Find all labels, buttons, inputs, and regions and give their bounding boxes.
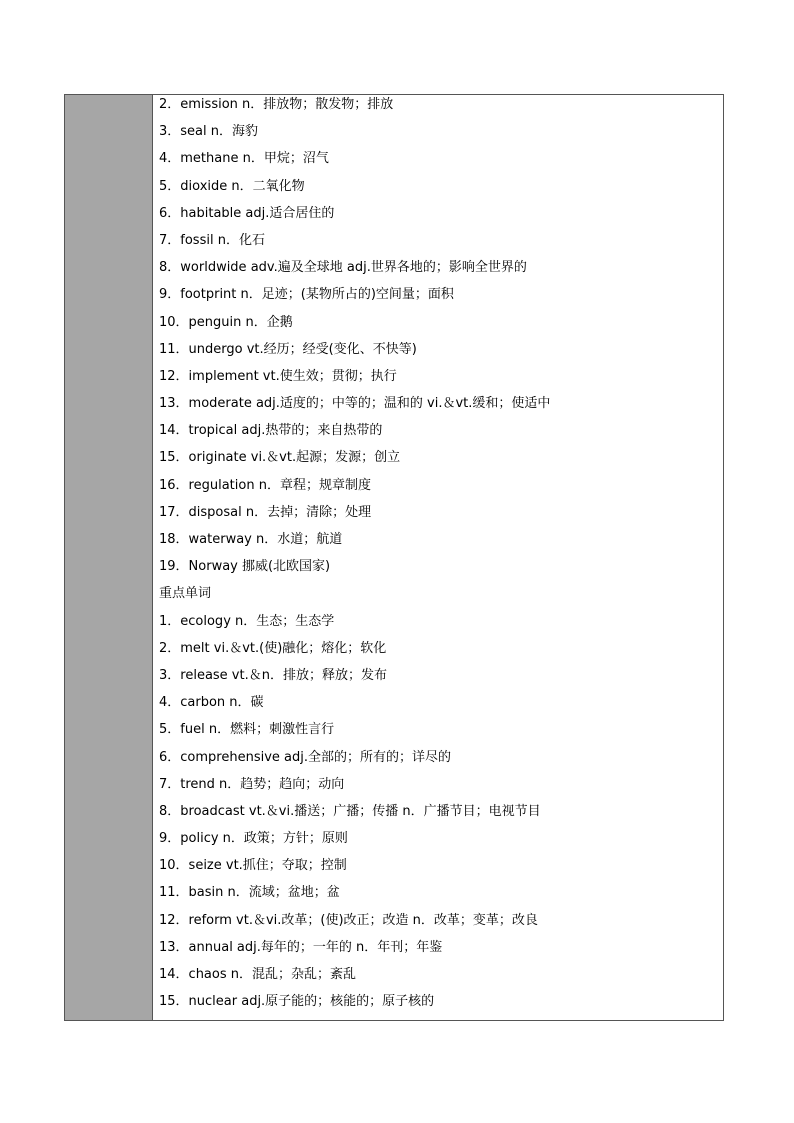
list-item: 9．footprint n．足迹；(某物所占的)空间量；面积 [159,287,454,303]
list-item: 6．comprehensive adj.全部的；所有的；详尽的 [159,749,451,765]
list-item: 8．worldwide adv.遍及全球地 adj.世界各地的；影响全世界的 [159,260,527,276]
list-item: 14．chaos n．混乱；杂乱；紊乱 [159,967,356,982]
list-item: 2．emission n．排放物；散发物；排放 [159,97,394,112]
list-item: 3．seal n．海豹 [159,124,258,140]
list-item: 5．fuel n．燃料；刺激性言行 [159,722,335,738]
list-item: 7．trend n．趋势；趋向；动向 [159,776,345,792]
vocabulary-table [64,94,724,1021]
list-item: 19．Norway 挪威(北欧国家) [159,559,331,575]
vocabulary-list [153,95,723,1020]
list-item: 9．policy n．政策；方针；原则 [159,831,348,847]
list-item: 18．waterway n．水道；航道 [159,532,343,547]
list-item: 15．nuclear adj.原子能的；核能的；原子核的 [159,994,435,1010]
list-item: 6．habitable adj.适合居住的 [159,205,335,221]
list-item: 12．reform vt.＆vi.改革；(使)改正；改造 n．改革；变革；改良 [159,912,538,928]
list-item: 4．methane n．甲烷；沼气 [159,151,329,167]
list-item: 3．release vt.＆n．排放；释放；发布 [159,667,387,683]
list-item: 13．annual adj.每年的；一年的 n．年刊；年鉴 [159,939,443,955]
list-item: 2．melt vi.＆vt.(使)融化；熔化；软化 [159,640,387,656]
list-item: 10．penguin n．企鹅 [159,314,293,330]
list-item: 4．carbon n．碳 [159,695,264,711]
list-item: 1．ecology n．生态；生态学 [159,613,335,629]
list-item: 11．undergo vt.经历；经受(变化、不快等) [159,341,417,357]
list-item: 8．broadcast vt.＆vi.播送；广播；传播 n．广播节目；电视节目 [159,803,541,819]
list-item: 13．moderate adj.适度的；中等的；温和的 vi.＆vt.缓和；使适中 [159,396,551,412]
list-item: 11．basin n．流域；盆地；盆 [159,885,340,901]
section-heading: 重点单词 [159,586,212,602]
list-item: 14．tropical adj.热带的；来自热带的 [159,423,383,439]
list-item: 7．fossil n．化石 [159,232,265,248]
list-item: 17．disposal n．去掉；清除；处理 [159,504,372,520]
list-item: 5．dioxide n．二氧化物 [159,178,305,194]
list-item: 10．seize vt.抓住；夺取；控制 [159,858,347,874]
list-item: 12．implement vt.使生效；贯彻；执行 [159,368,397,384]
list-item: 15．originate vi.＆vt.起源；发源；创立 [159,450,401,466]
list-item: 16．regulation n．章程；规章制度 [159,477,371,493]
table-left-column [65,95,153,1020]
